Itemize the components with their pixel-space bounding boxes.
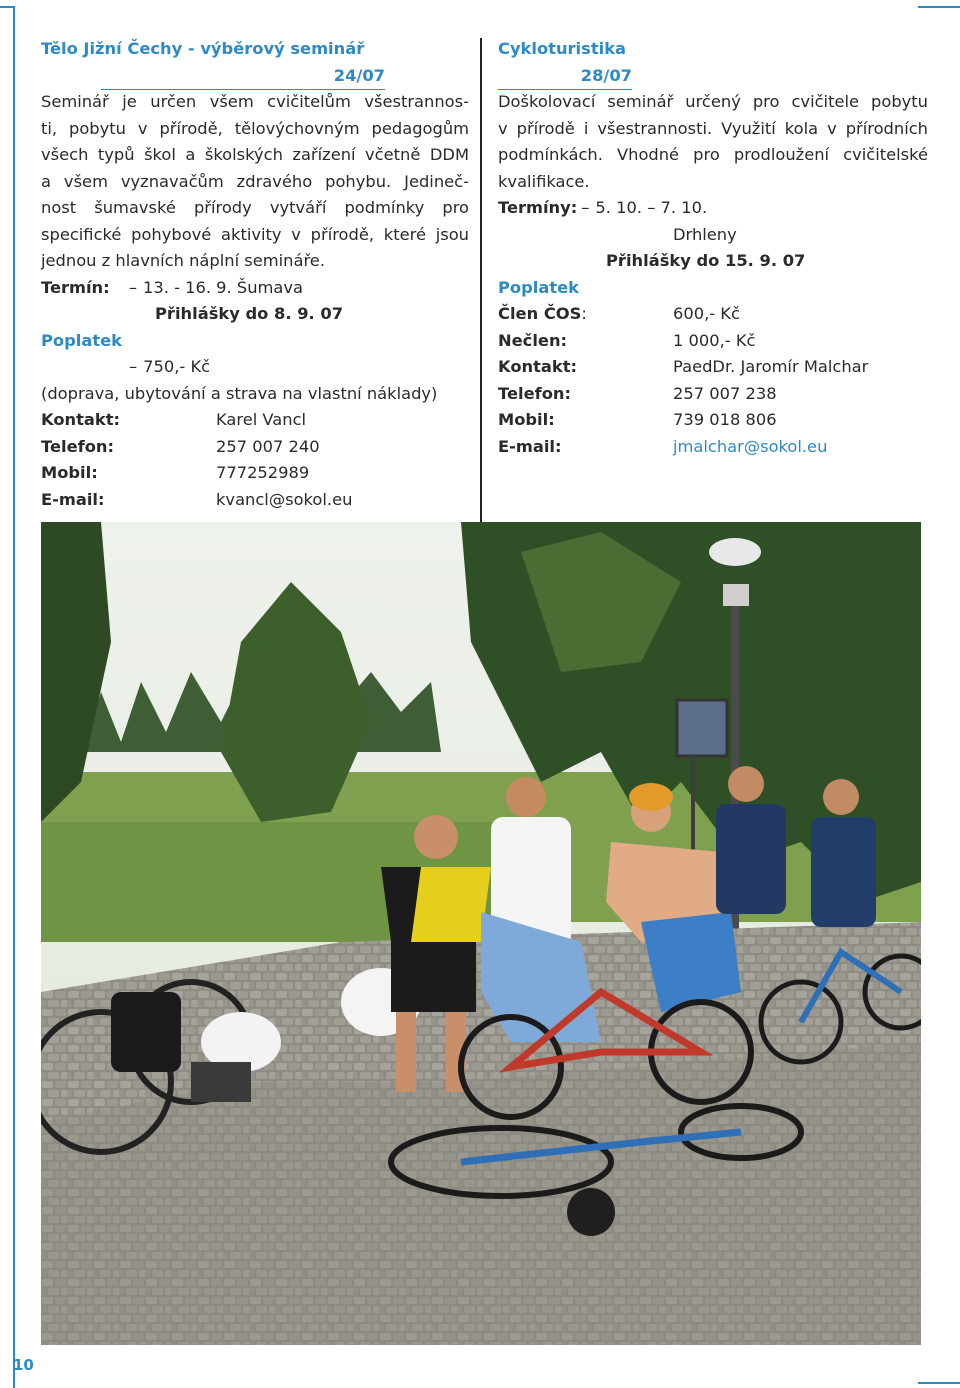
- mobile-label: Mobil:: [498, 410, 555, 429]
- seminar-title: Cykloturistika: [498, 39, 627, 58]
- seminar-description: [498, 89, 928, 195]
- fee-row: [41, 354, 469, 381]
- navy-shirt: [811, 817, 876, 927]
- nonmember-row: [498, 328, 928, 355]
- nonmember-value: 1 000,- Kč: [673, 330, 756, 350]
- terms-label: Termíny:: [498, 198, 578, 217]
- description-line: nost šumavské přírody vytváří podmínky pro: [41, 198, 469, 217]
- place: Drhleny: [673, 224, 737, 244]
- member-label-wrap: [498, 301, 673, 328]
- contact-label: Kontakt:: [41, 410, 120, 429]
- description-line: Seminář je určen všem cvičitelům všestrannos-: [41, 92, 469, 111]
- phone-value: 257 007 240: [216, 436, 320, 456]
- seminar-code: [498, 63, 632, 91]
- phone-label: Telefon:: [41, 436, 114, 456]
- description-line: podmínkách. Vhodné pro prodloužení cvičitelské: [498, 145, 928, 164]
- head: [728, 766, 764, 802]
- seminar-description: [41, 89, 469, 275]
- description-line: jednou z hlavních náplní semináře.: [41, 251, 325, 270]
- contact-row: [498, 354, 928, 381]
- helmet-on-ground: [567, 1188, 615, 1236]
- phone-value: 257 007 238: [673, 383, 777, 403]
- leg: [396, 1012, 416, 1092]
- seminar-code-line: [498, 63, 928, 90]
- seminar-code-text: 24/07: [333, 65, 385, 85]
- frame-corner-bottom-right: [918, 1382, 960, 1384]
- member-row: [498, 301, 928, 328]
- lamp-light: [723, 584, 749, 606]
- frame-left-rule: [13, 6, 15, 1388]
- cycling-shorts: [391, 942, 476, 1012]
- sitting-legs: [191, 1062, 251, 1102]
- frame-corner-top: [0, 6, 14, 8]
- terms-value: 5. 10. – 7. 10.: [595, 198, 708, 217]
- member-value: 600,- Kč: [673, 304, 740, 323]
- bike-bag: [111, 992, 181, 1072]
- dash: –: [581, 198, 590, 217]
- mobile-row: [41, 460, 469, 487]
- mobile-value: 739 018 806: [673, 410, 777, 429]
- seminar-title: Tělo Jižní Čechy - výběrový seminář: [41, 39, 365, 58]
- mobile-value: 777252989: [216, 463, 310, 482]
- helmet: [629, 783, 673, 811]
- fee-label: Poplatek: [498, 277, 579, 297]
- fee-note: (doprava, ubytování a strava na vlastní náklady): [41, 383, 438, 403]
- term-label: Termín:: [41, 277, 110, 297]
- seminar-code-line: [41, 63, 385, 90]
- navy-shirt: [716, 804, 786, 914]
- deadline: Přihlášky do 15. 9. 07: [606, 251, 806, 270]
- frame-corner-top-right: [918, 6, 960, 8]
- description-line: Doškolovací seminář určený pro cvičitele pobytu: [498, 92, 928, 111]
- terms-row: [498, 195, 928, 222]
- deadline: Přihlášky do 8. 9. 07: [155, 304, 344, 323]
- email-label: E-mail:: [41, 489, 105, 509]
- term-row: [41, 275, 469, 302]
- description-line: specifické pohybové aktivity v přírodě, které jsou: [41, 224, 469, 244]
- seminar-code: [101, 63, 385, 91]
- email-row: [498, 434, 928, 461]
- phone-row: [41, 434, 469, 461]
- description-line: a všem vyznavačům zdravého pohybu. Jedineč-: [41, 171, 469, 191]
- mobile-row: [498, 407, 928, 434]
- email-link[interactable]: jmalchar@sokol.eu: [673, 436, 828, 456]
- description-line: ti, pobytu v přírodě, tělovýchovným pedagogům: [41, 118, 469, 138]
- email-value[interactable]: kvancl@sokol.eu: [216, 489, 353, 509]
- fee-label: Poplatek: [41, 330, 122, 350]
- contact-value: PaedDr. Jaromír Malchar: [673, 357, 869, 376]
- contact-row: [41, 407, 469, 434]
- seminar-code-text: 28/07: [580, 65, 632, 85]
- lamp-head: [709, 538, 761, 566]
- email-label: E-mail:: [498, 436, 562, 456]
- nonmember-label: Nečlen:: [498, 330, 568, 350]
- head: [414, 815, 458, 859]
- contact-value: Karel Vancl: [216, 410, 307, 429]
- member-label: Člen ČOS: [498, 304, 582, 323]
- dash: –: [129, 357, 138, 376]
- description-line: všech typů škol a školských zařízení včetně DDM: [41, 145, 469, 164]
- page-number: 10: [13, 1356, 34, 1374]
- seminar-right: [498, 36, 928, 460]
- phone-label: Telefon:: [498, 383, 571, 403]
- signboard: [677, 700, 727, 756]
- phone-row: [498, 381, 928, 408]
- member-colon: :: [581, 304, 587, 323]
- contact-label: Kontakt:: [498, 357, 577, 376]
- column-divider: [480, 38, 482, 522]
- email-row: [41, 487, 469, 514]
- head: [506, 777, 546, 817]
- mobile-label: Mobil:: [41, 463, 98, 482]
- seminar-left: [41, 36, 469, 513]
- cyclists-photo: [41, 522, 921, 1345]
- dash: –: [128, 277, 137, 297]
- description-line: v přírodě i všestrannosti. Využití kola v přírodních: [498, 118, 928, 138]
- photo-illustration: [41, 522, 921, 1345]
- head: [823, 779, 859, 815]
- description-line: kvalifikace.: [498, 171, 590, 191]
- fee-value: 750,- Kč: [143, 357, 211, 376]
- term-value: 13. - 16. 9. Šumava: [143, 277, 303, 297]
